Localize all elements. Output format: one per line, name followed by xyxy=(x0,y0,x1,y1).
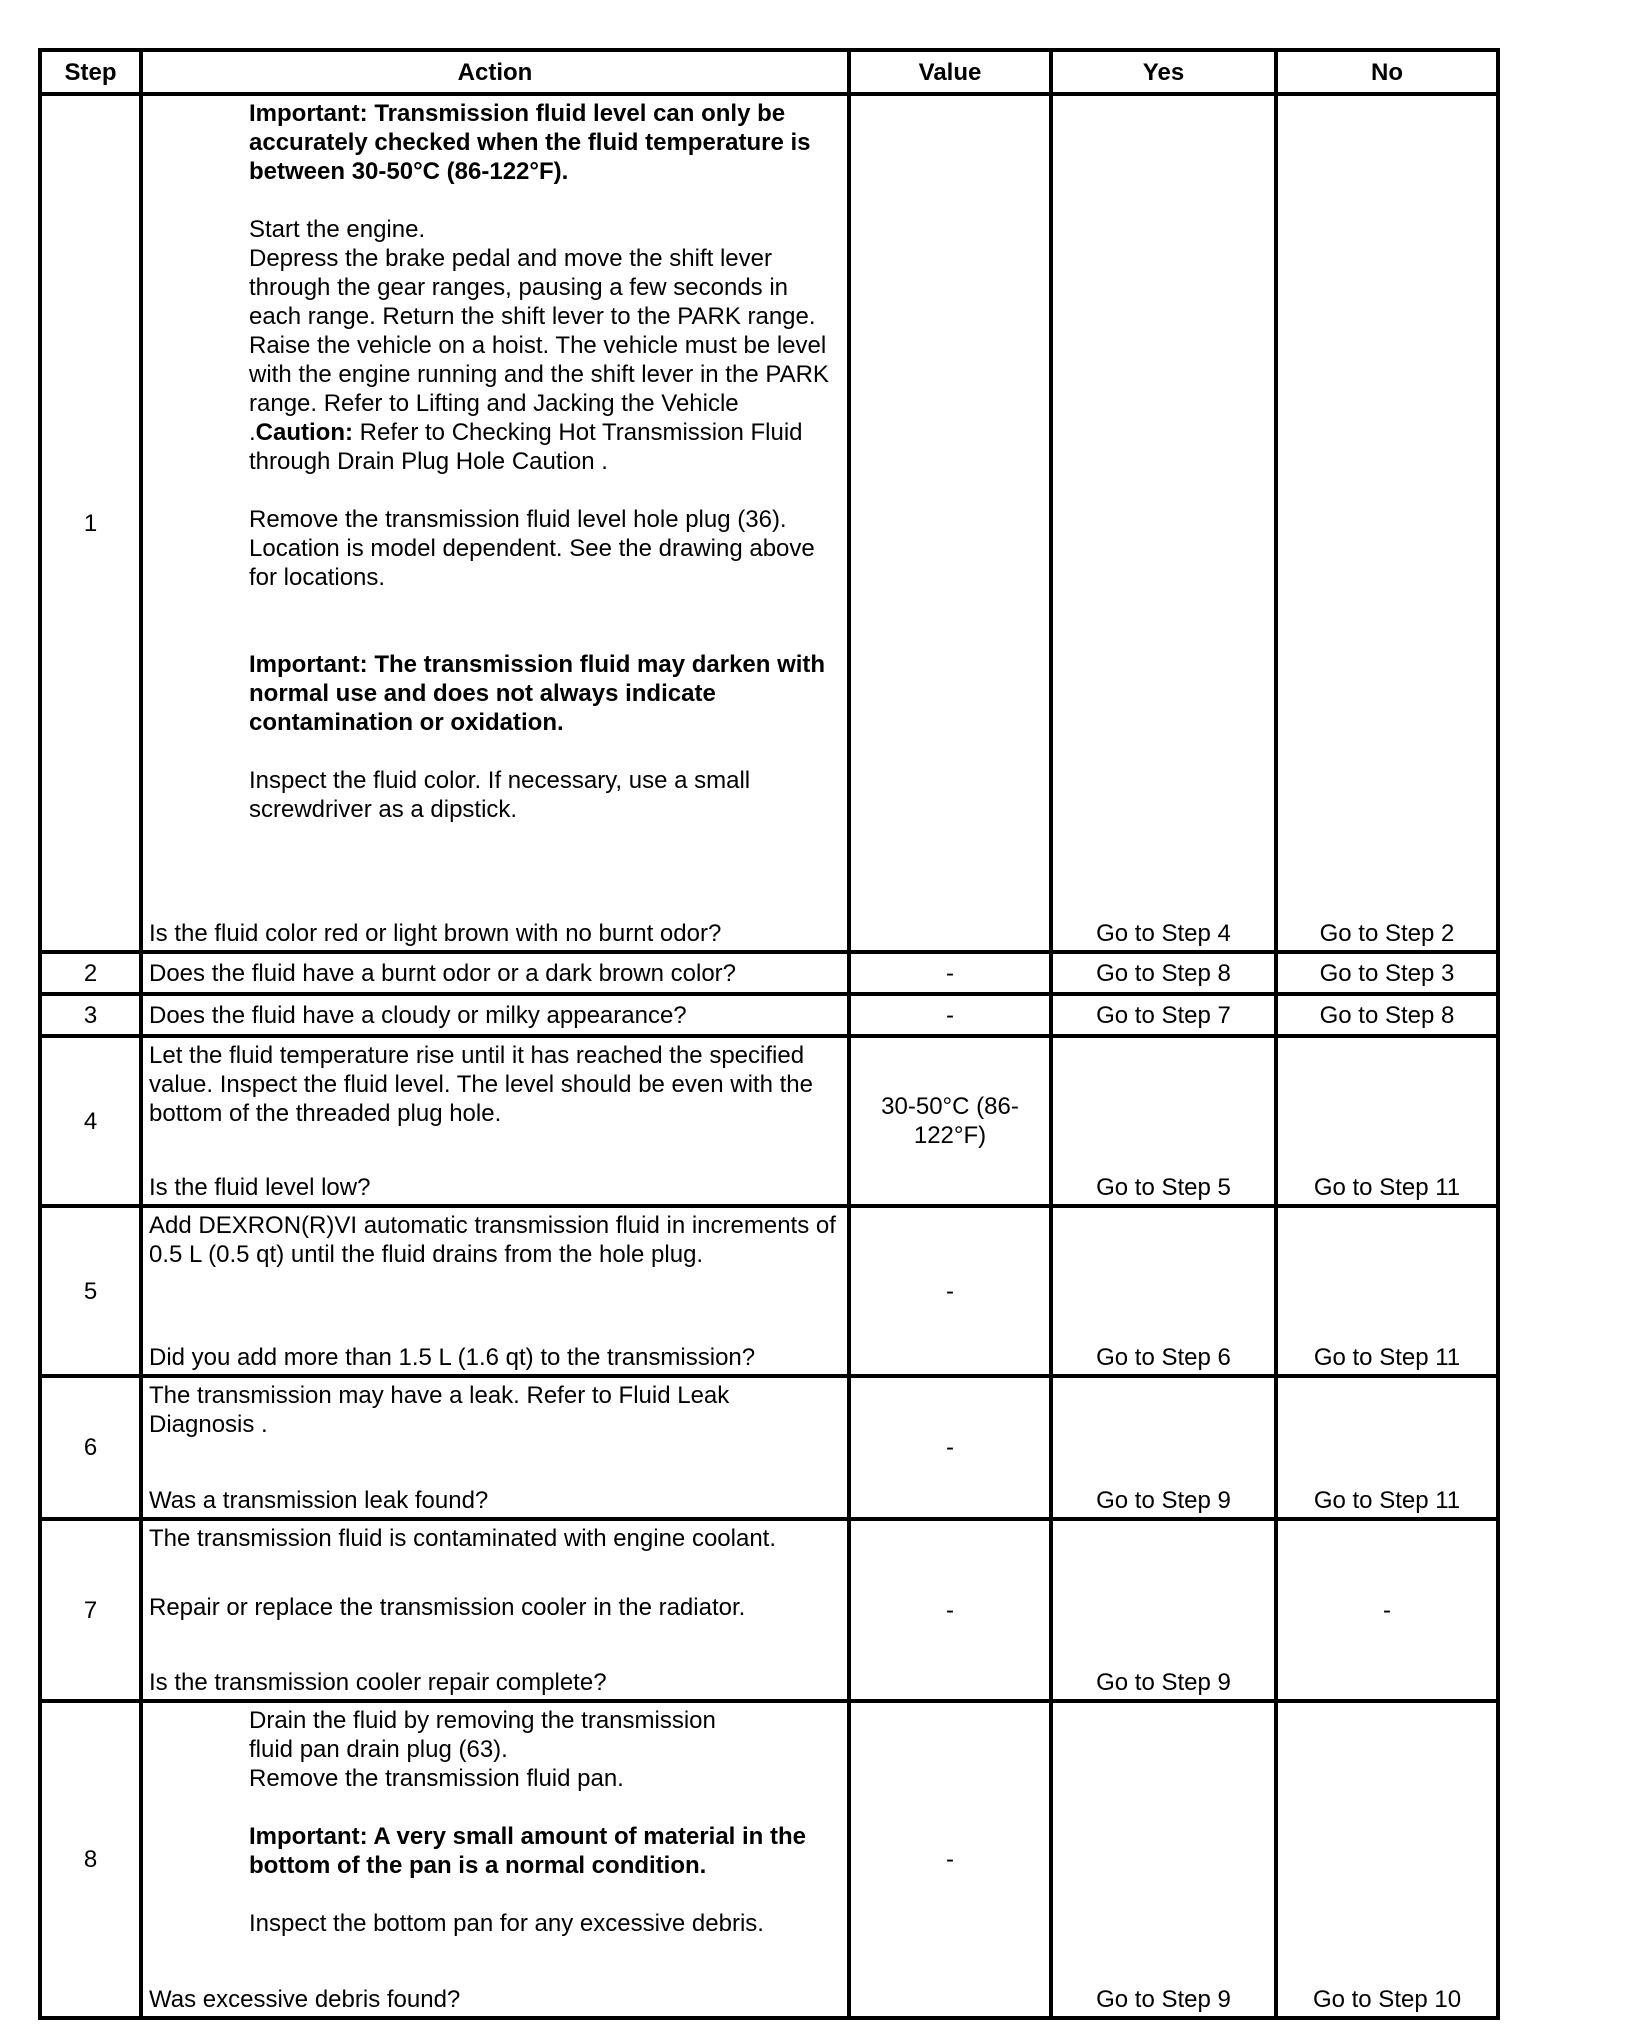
instruction-text: Inspect the bottom pan for any excessive debris. xyxy=(249,1910,764,1937)
instruction-text: Remove the transmission fluid level hole plug (36). Location is model dependent. See the drawing above for locations. xyxy=(249,506,815,591)
action-cell xyxy=(141,994,849,1036)
instruction-text: Inspect the fluid color. If necessary, use a small screwdriver as a dipstick. xyxy=(249,767,751,823)
step-number: 6 xyxy=(40,1376,141,1519)
no-link[interactable]: Go to Step 3 xyxy=(1276,952,1498,994)
no-link[interactable]: Go to Step 2 xyxy=(1276,94,1498,952)
instruction-text: Depress the brake pedal and move the shift lever through the gear ranges, pausing a few seconds in each range. Return the shift lever to the PARK range. xyxy=(249,245,816,330)
instruction-text: Let the fluid temperature rise until it has reached the specified value. Inspect the fluid level. The level should be even with the bottom of the threaded plug hole. xyxy=(149,1042,813,1127)
no-link[interactable]: Go to Step 11 xyxy=(1276,1036,1498,1206)
instruction-text: Remove the transmission fluid pan. xyxy=(249,1765,624,1792)
question-text: Is the fluid color red or light brown with no burnt odor? xyxy=(149,920,722,947)
no-link[interactable]: Go to Step 11 xyxy=(1276,1206,1498,1376)
yes-link[interactable]: Go to Step 9 xyxy=(1051,1376,1276,1519)
no-link[interactable]: Go to Step 10 xyxy=(1276,1701,1498,2018)
temperature-spec: 30-50°C (86-122°F) xyxy=(881,1093,1019,1149)
action-cell xyxy=(141,952,849,994)
question-text: Does the fluid have a burnt odor or a dark brown color? xyxy=(149,960,737,987)
instruction-text: Start the engine. xyxy=(249,216,426,243)
yes-link[interactable]: Go to Step 7 xyxy=(1051,994,1276,1036)
header-action: Action xyxy=(141,50,849,94)
important-note: Important: Transmission fluid level can only be accurately checked when the fluid temperature is between 30-50°C (86-122°F). xyxy=(249,100,811,185)
action-cell xyxy=(141,1036,849,1206)
table-row-step-6 xyxy=(40,1376,1498,1519)
no-link[interactable]: Go to Step 8 xyxy=(1276,994,1498,1036)
action-cell xyxy=(141,1519,849,1701)
table-row-step-5 xyxy=(40,1206,1498,1376)
header-yes: Yes xyxy=(1051,50,1276,94)
step-number: 5 xyxy=(40,1206,141,1376)
table-row-step-8 xyxy=(40,1701,1498,2018)
value-cell: - xyxy=(849,1206,1051,1376)
no-link[interactable]: Go to Step 11 xyxy=(1276,1376,1498,1519)
table-row-step-7 xyxy=(40,1519,1498,1701)
action-cell xyxy=(141,1376,849,1519)
yes-link[interactable]: Go to Step 9 xyxy=(1051,1701,1276,2018)
caution-label: Caution: xyxy=(255,419,353,446)
step-number: 7 xyxy=(40,1519,141,1701)
yes-link[interactable]: Go to Step 4 xyxy=(1051,94,1276,952)
diagnostic-table-sheet xyxy=(38,48,1500,2020)
action-cell xyxy=(141,94,849,952)
yes-link[interactable]: Go to Step 8 xyxy=(1051,952,1276,994)
question-text: Does the fluid have a cloudy or milky appearance? xyxy=(149,1002,687,1029)
instruction-text: Drain the fluid by removing the transmission fluid pan drain plug (63). xyxy=(249,1707,716,1763)
question-text: Was excessive debris found? xyxy=(149,1986,461,2013)
step-number: 4 xyxy=(40,1036,141,1206)
table-row-step-4 xyxy=(40,1036,1498,1206)
question-text: Is the fluid level low? xyxy=(149,1174,371,1201)
step-number: 1 xyxy=(40,94,141,952)
yes-link[interactable]: Go to Step 6 xyxy=(1051,1206,1276,1376)
yes-link[interactable]: Go to Step 5 xyxy=(1051,1036,1276,1206)
action-cell xyxy=(141,1701,849,2018)
value-cell: - xyxy=(849,994,1051,1036)
value-cell xyxy=(849,94,1051,952)
instruction-text: The transmission may have a leak. Refer to Fluid Leak Diagnosis . xyxy=(149,1382,730,1438)
header-no: No xyxy=(1276,50,1498,94)
step-number: 3 xyxy=(40,994,141,1036)
instruction-text: The transmission fluid is contaminated with engine coolant. xyxy=(149,1525,776,1552)
question-text: Was a transmission leak found? xyxy=(149,1487,489,1514)
instruction-text: Raise the vehicle on a hoist. The vehicle must be level with the engine running and the shift lever in the PARK range. Refer to Lifting and Jacking the Vehicle .Caution: Refer to Checking Hot Transmission Fluid through Drain Plug Hole Caution . xyxy=(249,332,829,475)
value-cell: - xyxy=(849,952,1051,994)
no-link: - xyxy=(1276,1519,1498,1701)
value-cell: - xyxy=(849,1701,1051,2018)
important-note: Important: The transmission fluid may darken with normal use and does not always indicate contamination or oxidation. xyxy=(249,651,826,736)
important-note: Important: A very small amount of material in the bottom of the pan is a normal condition. xyxy=(249,1823,806,1879)
diagnostic-table xyxy=(38,48,1500,2020)
question-text: Is the transmission cooler repair complete? xyxy=(149,1669,607,1696)
step-number: 2 xyxy=(40,952,141,994)
value-cell: - xyxy=(849,1519,1051,1701)
action-cell xyxy=(141,1206,849,1376)
table-row-step-1 xyxy=(40,94,1498,952)
yes-link[interactable]: Go to Step 9 xyxy=(1051,1519,1276,1701)
header-value: Value xyxy=(849,50,1051,94)
instruction-text: Repair or replace the transmission cooler in the radiator. xyxy=(149,1594,746,1621)
header-row xyxy=(40,50,1498,94)
value-cell xyxy=(849,1036,1051,1206)
header-step: Step xyxy=(40,50,141,94)
value-cell: - xyxy=(849,1376,1051,1519)
step-number: 8 xyxy=(40,1701,141,2018)
question-text: Did you add more than 1.5 L (1.6 qt) to the transmission? xyxy=(149,1344,756,1371)
instruction-text: Add DEXRON(R)VI automatic transmission fluid in increments of 0.5 L (0.5 qt) until the fluid drains from the hole plug. xyxy=(149,1212,836,1268)
table-row-step-3 xyxy=(40,994,1498,1036)
table-row-step-2 xyxy=(40,952,1498,994)
